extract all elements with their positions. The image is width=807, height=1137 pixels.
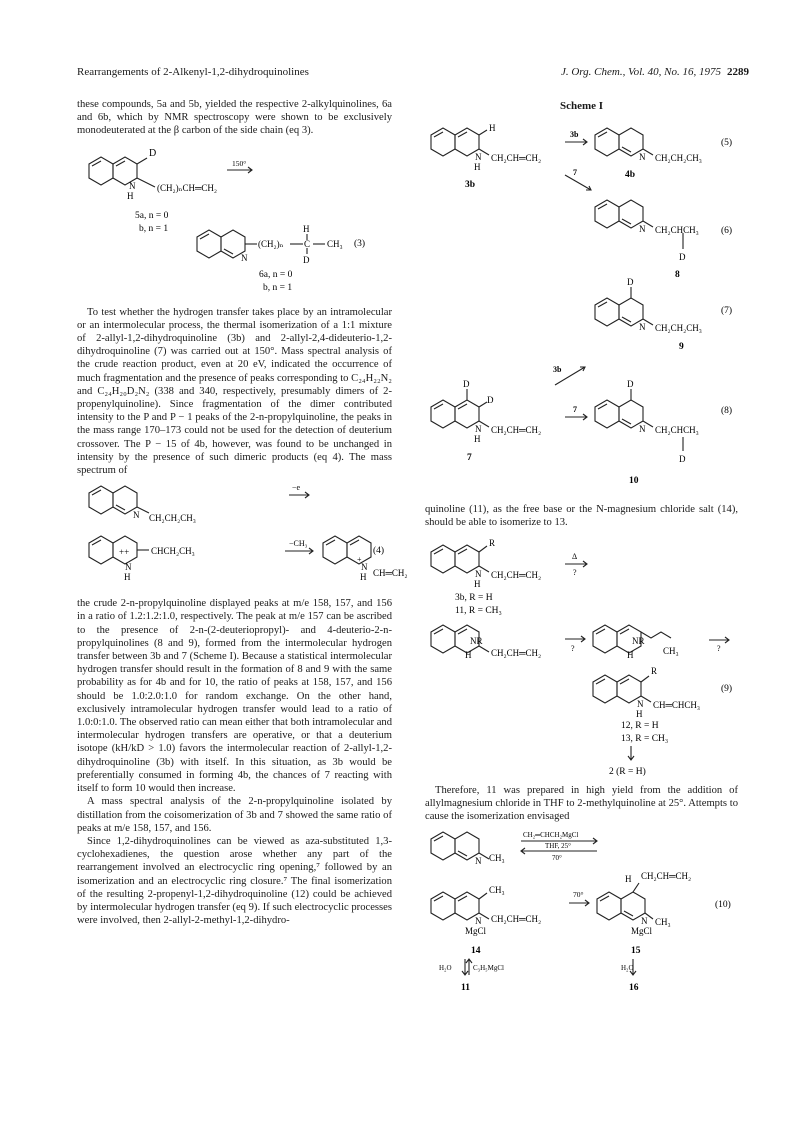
svg-text:D: D (627, 379, 634, 390)
svg-text:CH₂CH═CH₂: CH₂CH═CH₂ (491, 569, 542, 580)
equation-number: (10) (715, 900, 731, 911)
svg-text:N: N (241, 252, 248, 263)
svg-text:D: D (303, 254, 310, 265)
svg-text:H: H (303, 223, 310, 234)
svg-text:H: H (625, 874, 632, 885)
svg-text:D: D (679, 454, 686, 465)
compound-label: 6a, n = 0 (259, 269, 293, 280)
scheme-title: Scheme I (559, 100, 604, 112)
svg-text:Δ: Δ (572, 551, 578, 561)
equation-10 (425, 827, 738, 997)
svg-text:D: D (679, 252, 686, 263)
svg-text:NR: NR (470, 635, 483, 646)
page-number: 2289 (727, 66, 749, 78)
svg-text:NR: NR (632, 635, 645, 646)
substituent-label: (CH₂)ₙCH═CH₂ (157, 182, 218, 193)
paragraph: the crude 2-n-propylquinoline displayed peaks at m/e 158, 157, and 156 in a ratio of 1.2:1.2:1.0, respectively. The peak at m/e 157 can be ascribed to the presence of 2-n-(2-deuteriopropyl)- and 4-deuterio-2-n-propylquinolines (8 and 9), formed from the intermolecular hydrogen transfer between 3b and 7 (Scheme I). Because a statistical intermolecular hydrogen transfer should result in the formation of 8 and 9 with the same probability as for 4b and for 10, the ratio of peaks at 158, 157, and 156 should be 1.0:2.0:1.0 for random exchange. On the other hand, exclusively intramolecular hydrogen transfer would lead to a ratio of 1.0:0:1.0. The observed ratio can mean either that both intramolecular and intermolecular hydrogen transfers are operative, or that a deuterium isotope (kH/kD > 1.0) favors the intermolecular reaction of 2-allyl-1,2-dihydroquinoline (3b) with itself. In this situation, as 3b would be preferentially consumed in forming 4b, the chances of 7 reacting with itself to form 10 would then increase. (77, 598, 392, 795)
svg-text:CH═CH₂: CH═CH₂ (373, 568, 408, 579)
equation-number: (8) (721, 406, 733, 417)
svg-text:C₃H₅MgCl: C₃H₅MgCl (473, 964, 504, 973)
svg-text:THF, 25°: THF, 25° (545, 842, 571, 851)
svg-text:H: H (465, 649, 472, 660)
svg-text:+: + (357, 555, 362, 565)
svg-text:CHCH₂CH₃: CHCH₂CH₃ (151, 546, 195, 557)
svg-text:7: 7 (573, 168, 577, 178)
svg-text:N: N (125, 562, 132, 573)
svg-text:MgCl: MgCl (631, 926, 653, 937)
equation-number: (4) (373, 546, 385, 557)
svg-text:N: N (639, 322, 646, 333)
svg-text:CH₂CH═CH₂: CH₂CH═CH₂ (491, 153, 542, 164)
svg-text:N: N (637, 698, 644, 709)
svg-text:3b: 3b (553, 365, 562, 375)
svg-text:CH₂CH═CH₂: CH₂CH═CH₂ (491, 914, 542, 925)
svg-text:H: H (360, 572, 367, 583)
compound-label: 11 (461, 983, 470, 994)
svg-text:R: R (489, 537, 496, 548)
paragraph: To test whether the hydrogen transfer takes place by an intramolecular or an intermolecular process, the thermal isomerization of a 1:1 mixture of 2-allyl-1,2-dihydroquinoline (3b) and 2-allyl-2,4-dideuterio-1,2-dihydroquinoline (7) was carried out at 150°. Mass spectral analysis of the crude reaction product, even at 20 eV, indicated the occurrence of much fragmentation and the presence of peaks corresponding to C₂₄H₂₂N₂ and C₂₄H₂₀D₂N₂ (338 and 340, respectively, presumably dimers of 2-propenylquinoline). Since fragmentation of the dimer contributed intensity to the P and P − 1 peaks of the 2-n-propylquinoline, the peaks in the mass range 170–173 could not be used for the detection of deuterium crossover. The P − 15 of 4b, however, was found to be unchanged in intensity by the presence of such dimeric products (eq 4). The mass spectrum of (77, 306, 392, 477)
svg-text:N: N (641, 916, 648, 927)
svg-text:N: N (475, 916, 482, 927)
equation-number: (6) (721, 226, 733, 237)
scheme-1 (425, 117, 738, 499)
equation-number: (7) (721, 306, 733, 317)
svg-text:MgCl: MgCl (465, 926, 487, 937)
svg-text:?: ? (717, 643, 721, 653)
compound-label: 3b (465, 180, 476, 191)
svg-text:N: N (475, 424, 482, 435)
equation-number: (5) (721, 138, 733, 149)
svg-text:H: H (636, 708, 643, 719)
svg-text:H: H (124, 572, 131, 583)
svg-text:N: N (361, 562, 368, 573)
svg-text:CH₂CH₂CH₃: CH₂CH₂CH₃ (655, 323, 702, 334)
svg-text:N: N (639, 224, 646, 235)
svg-text:R: R (651, 665, 658, 676)
svg-text:CH₂CHCH₃: CH₂CHCH₃ (655, 425, 699, 436)
svg-text:70°: 70° (573, 890, 584, 900)
compound-label: 13, R = CH₃ (621, 733, 669, 744)
svg-text:CH₂CH═CH₂: CH₂CH═CH₂ (641, 871, 692, 882)
svg-text:?: ? (571, 643, 575, 653)
svg-text:−e: −e (292, 483, 301, 493)
svg-text:H: H (489, 123, 496, 134)
svg-text:D: D (487, 395, 494, 406)
equation-4 (77, 481, 408, 593)
svg-text:CH₂CH═CH₂: CH₂CH═CH₂ (491, 425, 542, 436)
compound-label: 10 (629, 476, 639, 487)
svg-text:N: N (475, 152, 482, 163)
svg-text:70°: 70° (552, 854, 562, 863)
svg-text:N: N (133, 510, 140, 521)
equation-3 (77, 142, 392, 302)
compound-label: 8 (675, 270, 680, 281)
svg-text:CH₂CH₂CH₃: CH₂CH₂CH₃ (149, 513, 196, 524)
svg-text:CH═CHCH₃: CH═CHCH₃ (653, 699, 701, 710)
svg-text:H₂O: H₂O (621, 964, 634, 973)
compound-label: 12, R = H (621, 720, 659, 731)
svg-text:CH₂═CHCH₂MgCl: CH₂═CHCH₂MgCl (523, 831, 579, 840)
svg-text:3b: 3b (570, 130, 579, 140)
compound-label: 4b (625, 170, 636, 181)
compound-label: 9 (679, 342, 684, 353)
svg-text:7: 7 (573, 405, 577, 415)
svg-text:CH₃: CH₃ (663, 645, 679, 656)
svg-text:CH₃: CH₃ (327, 238, 343, 249)
svg-text:N: N (639, 152, 646, 163)
journal-citation: J. Org. Chem., Vol. 40, No. 16, 1975 2289 (560, 66, 749, 78)
compound-label: b, n = 1 (263, 282, 293, 293)
paragraph: Since 1,2-dihydroquinolines can be viewed as aza-substituted 1,3-cyclohexadienes, the question arose whether any part of the rearrangement involved an electrocyclic ring opening,⁷ followed by an isomerization and an electrocyclic ring closure.⁷ The final isomerization of the resulting 2-propenyl-1,2-dihydroquinoline (12) could be achieved by intermolecular hydrogen transfer (eq 9). If such electrocyclic processes were involved, then 2-allyl-2-methyl-1,2-dihydro- (77, 835, 392, 927)
svg-text:CH₃: CH₃ (655, 917, 671, 928)
paragraph: these compounds, 5a and 5b, yielded the respective 2-alkylquinolines, 6a and 6b, which by NMR spectroscopy were shown to be exclusively monodeuterated at the β carbon of the side chain (eq 3). (77, 99, 392, 137)
equation-number: (3) (354, 238, 366, 249)
equation-9 (425, 534, 738, 780)
reaction-condition: 150° (232, 158, 247, 168)
svg-text:N: N (639, 424, 646, 435)
svg-text:C: C (304, 238, 311, 249)
left-column (77, 98, 408, 927)
svg-text:D: D (149, 147, 157, 159)
svg-text:N: N (129, 180, 136, 191)
paragraph: quinoline (11), as the free base or the N-magnesium chloride salt (14), should be able to isomerize to 13. (425, 504, 738, 529)
svg-text:CH₂CHCH₃: CH₂CHCH₃ (655, 225, 699, 236)
paragraph: A mass spectral analysis of the 2-n-propylquinoline isolated by distillation from the coisomerization of 3b and 7 showed the same ratio of peaks at m/e 158, 157, and 156. (77, 796, 392, 834)
svg-text:CH₃: CH₃ (489, 885, 505, 896)
compound-label: 3b, R = H (455, 592, 493, 603)
svg-text:H: H (474, 162, 481, 173)
right-column (425, 98, 738, 1001)
svg-text:CH₂CH═CH₂: CH₂CH═CH₂ (491, 647, 542, 658)
compound-label: 16 (629, 983, 639, 994)
svg-text:H: H (474, 434, 481, 445)
compound-label: 2 (R = H) (609, 766, 646, 777)
svg-text:CH₃: CH₃ (489, 853, 505, 864)
svg-text:N: N (475, 856, 482, 867)
svg-text:(CH₂)ₙ: (CH₂)ₙ (258, 238, 284, 249)
svg-text:H: H (474, 578, 481, 589)
svg-text:D: D (627, 277, 634, 288)
compound-label: 15 (631, 946, 641, 957)
paragraph: Therefore, 11 was prepared in high yield from the addition of allylmagnesium chloride in THF to 2-methylquinoline at 25°. Attempts to cause the isomerization envisaged (425, 784, 738, 823)
equation-number: (9) (721, 683, 733, 694)
svg-text:H: H (627, 649, 634, 660)
svg-text:++: ++ (119, 547, 130, 558)
svg-text:D: D (463, 379, 470, 390)
compound-label: 5a, n = 0 (135, 210, 169, 221)
compound-label: b, n = 1 (139, 223, 169, 234)
svg-text:H₂O: H₂O (439, 964, 452, 973)
compound-label: 7 (467, 453, 472, 464)
svg-text:CH₂CH₂CH₃: CH₂CH₂CH₃ (655, 153, 702, 164)
svg-text:−CH₃: −CH₃ (289, 539, 308, 549)
svg-text:N: N (475, 568, 482, 579)
svg-text:H: H (127, 190, 134, 201)
compound-label: 14 (471, 946, 481, 957)
compound-label: 11, R = CH₃ (455, 605, 502, 616)
svg-text:?: ? (573, 567, 577, 577)
running-head: Rearrangements of 2-Alkenyl-1,2-dihydroquinolines (77, 66, 309, 78)
